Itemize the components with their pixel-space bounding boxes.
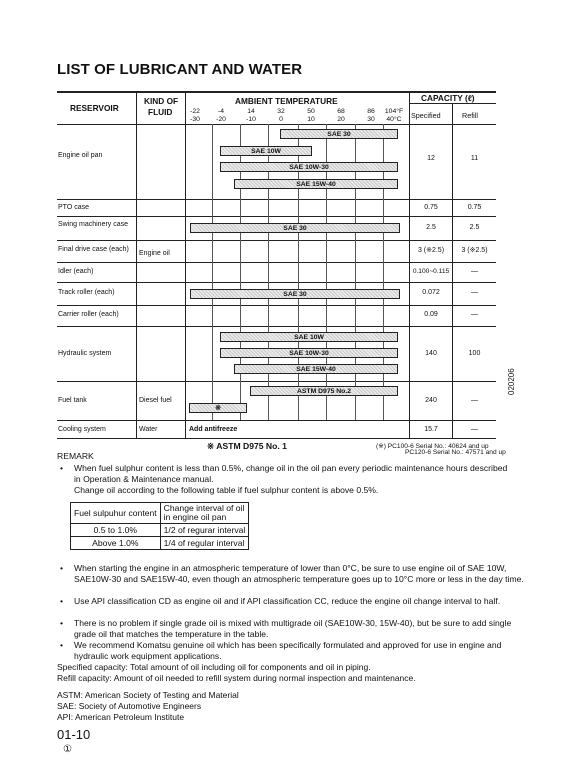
sae-definition: SAE: Society of Automotive Engineers (57, 701, 202, 711)
header-kind-of: KIND OF (144, 96, 179, 106)
bullet-4: We recommend Komatsu genuine oil which has been specifically formulated and approved for use in engine and hydraulic work equipment applications. (74, 640, 502, 661)
footnote-star: ※ ASTM D975 No. 1 (207, 441, 287, 451)
sulfur-header-interval-line2: in engine oil pan (163, 512, 227, 522)
reservoir-track-roller: Track roller (each) (58, 289, 115, 296)
header-ambient: AMBIENT TEMPERATURE (235, 96, 338, 106)
bar-astm-fuel: ASTM D975 No.2 (250, 386, 398, 396)
bullet-dot: • (60, 596, 64, 606)
reservoir-final-drive: Final drive case (each) (58, 246, 129, 253)
bar-sae15w40-hyd: SAE 15W-40 (234, 364, 398, 374)
sulfur-row-interval: 1/4 of regular interval (160, 537, 249, 550)
refill-value: 0.75 (467, 204, 482, 211)
specified-value: 240 (425, 397, 437, 404)
sulfur-header-content: Fuel sulpuhur content (71, 503, 161, 524)
page-mark: ① (63, 744, 72, 755)
temp-c: 0 (279, 116, 283, 123)
temp-f: 32 (277, 108, 285, 115)
header-refill: Refill (462, 111, 478, 120)
refill-value: 3 (※2.5) (461, 247, 488, 254)
temp-c: -20 (216, 116, 226, 123)
temp-f: 14 (247, 108, 255, 115)
bullet-dot: • (60, 463, 64, 473)
sulfur-header-interval-line1: Change interval of oil (163, 503, 245, 513)
fluid-engine-oil: Engine oil (139, 250, 170, 257)
temp-c: 20 (337, 116, 345, 123)
bar-sae30-track: SAE 30 (190, 289, 400, 299)
reservoir-swing-machinery: Swing machinery case (58, 221, 129, 228)
fluid-water: Water (139, 426, 158, 433)
refill-value: 11 (470, 155, 479, 162)
temp-f: 50 (307, 108, 315, 115)
bar-sae30-engine: SAE 30 (280, 129, 398, 139)
sulfur-header-interval (160, 503, 249, 524)
refill-value: — (471, 289, 478, 296)
bullet-1: When starting the engine in an atmospheric temperature of lower than 0°C, be sure to use engine oil of SAE 10W, SAE10W-30 and SAE15W-40, even though an atmospheric temperature goes up to 10°C more or less in the day time. (74, 563, 524, 584)
header-fluid: FLUID (148, 107, 173, 117)
page-title: LIST OF LUBRICANT AND WATER (57, 61, 303, 78)
bullet-dot: • (60, 563, 64, 573)
fluid-antifreeze: Add antifreeze (189, 426, 238, 433)
reservoir-hydraulic-system: Hydraulic system (58, 350, 112, 357)
sulfur-row-content: Above 1.0% (71, 537, 161, 550)
bar-sae10w-hyd: SAE 10W (220, 332, 398, 342)
remark-title: REMARK (57, 451, 94, 461)
bullet-dot: • (60, 618, 64, 628)
refill-value: 100 (468, 350, 481, 357)
page-number: 01-10 (57, 727, 91, 742)
temp-f: 68 (337, 108, 345, 115)
remark-1b: Change oil according to the following table if fuel sulphur content is above 0.5%. (74, 485, 379, 495)
reservoir-carrier-roller: Carrier roller (each) (58, 311, 119, 318)
temp-f: -4 (217, 108, 225, 115)
temp-c: 40°C (386, 116, 402, 123)
side-code: 020206 (507, 368, 516, 395)
sulfur-row-content: 0.5 to 1.0% (71, 524, 161, 537)
specified-value: 12 (427, 155, 435, 162)
remark-1: When fuel sulphur content is less than 0.5%, change oil in the oil pan every periodic maintenance hours described in Operation & Maintenance manual. (74, 463, 508, 484)
bar-star-fuel: ※ (189, 403, 247, 413)
api-definition: API: American Petroleum Institute (57, 712, 185, 722)
refill-value: — (471, 311, 478, 318)
astm-definition: ASTM: American Society of Testing and Material (57, 690, 239, 700)
refill-value: — (471, 397, 478, 404)
reservoir-cooling-system: Cooling system (58, 426, 106, 433)
header-capacity: CAPACITY (ℓ) (421, 93, 475, 103)
reservoir-fuel-tank: Fuel tank (58, 397, 87, 404)
bullet-3: There is no problem if single grade oil is mixed with multigrade oil (SAE10W-30, 15W-40), but be sure to add single grade oil that matches the temperature in the table. (74, 618, 512, 639)
specified-value: 2.5 (426, 224, 436, 231)
temp-c: -10 (246, 116, 256, 123)
reservoir-engine-oil-pan: Engine oil pan (58, 152, 103, 159)
bar-sae10w30-hyd: SAE 10W-30 (220, 348, 398, 358)
temp-f: 104°F (384, 108, 404, 115)
refill-value: — (471, 268, 478, 275)
reservoir-idler: Idler (each) (58, 268, 94, 275)
bullet-dot: • (60, 640, 64, 650)
specified-value: 140 (425, 350, 437, 357)
sulfur-row-interval: 1/2 of regurar interval (160, 524, 249, 537)
specified-definition: Specified capacity: Total amount of oil including oil for components and oil in piping. (57, 662, 371, 672)
temp-c: -30 (190, 116, 200, 123)
specified-value: 3 (※2.5) (417, 247, 445, 254)
temp-c: 10 (307, 116, 315, 123)
temp-f: -22 (190, 108, 200, 115)
refill-value: — (471, 426, 478, 433)
temp-f: 86 (367, 108, 375, 115)
refill-definition: Refill capacity: Amount of oil needed to refill system during normal inspection and maintenance. (57, 673, 416, 683)
specified-value: 0.09 (424, 311, 438, 318)
bar-sae10w-engine: SAE 10W (220, 146, 312, 156)
serial-note-2: PC120-6 Serial No.: 47571 and up (405, 449, 506, 456)
specified-value: 15.7 (424, 426, 438, 433)
bullet-2: Use API classification CD as engine oil and if API classification CC, reduce the engine oil change interval to half. (74, 596, 501, 606)
header-reservoir: RESERVOIR (70, 103, 119, 113)
sulfur-table (70, 502, 249, 550)
specified-value: 0.75 (424, 204, 438, 211)
specified-value: 0.072 (422, 289, 440, 296)
bar-sae15w40-engine: SAE 15W-40 (234, 179, 398, 189)
reservoir-pto-case: PTO case (58, 204, 89, 211)
refill-value: 2.5 (469, 224, 480, 231)
header-specified: Specified (411, 111, 441, 120)
serial-note-1: (※) PC100-6 Serial No.: 40624 and up (376, 443, 489, 450)
bar-sae30-swing: SAE 30 (190, 223, 400, 233)
specified-value: 0.100~0.115 (412, 268, 450, 275)
temp-c: 30 (367, 116, 375, 123)
bar-sae10w30-engine: SAE 10W-30 (220, 162, 398, 172)
fluid-diesel: Diesel fuel (139, 397, 172, 404)
